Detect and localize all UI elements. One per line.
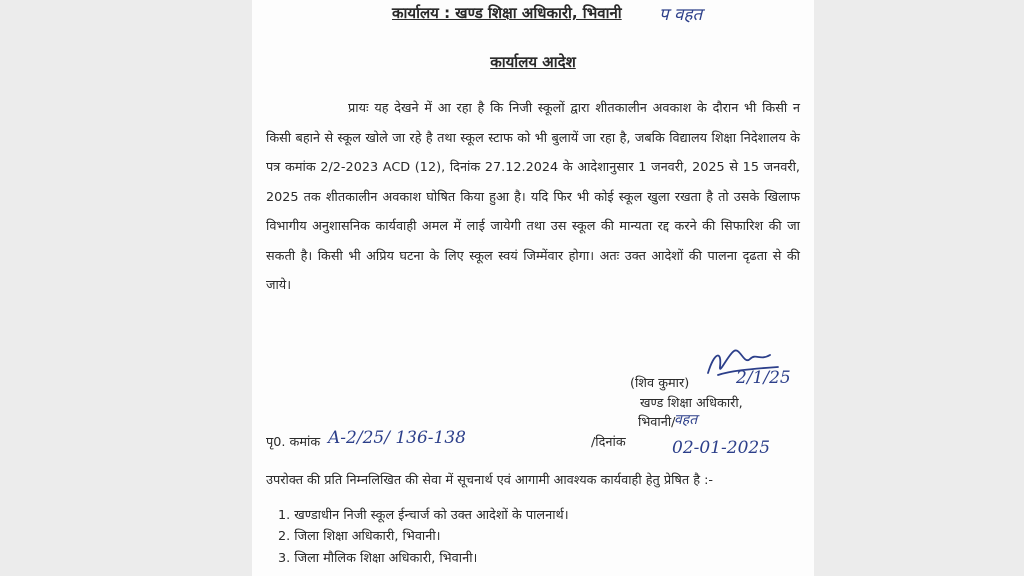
left-margin-bar	[0, 0, 252, 576]
dispatch-date-label: /दिनांक	[591, 435, 626, 450]
signature-handwritten-date: 2/1/25	[736, 368, 791, 388]
reference-label: पृ0. कमांक	[266, 435, 321, 450]
office-title-handwritten-note: प वहत	[659, 5, 703, 25]
dispatch-date-value: 02-01-2025	[672, 438, 771, 458]
order-document	[252, 0, 814, 576]
signatory-designation: खण्ड शिक्षा अधिकारी,	[640, 396, 743, 411]
signatory-place-handwritten: वहत	[674, 412, 698, 428]
recipient-item: 2. जिला शिक्षा अधिकारी, भिवानी।	[278, 529, 441, 544]
office-title: कार्यालय : खण्ड शिक्षा अधिकारी, भिवानी	[392, 4, 622, 22]
copy-forwarding-line: उपरोक्त की प्रति निम्नलिखित की सेवा में सूचनार्थ एवं आगामी आवश्यक कार्यवाही हेतु प्रेषित है :-	[266, 473, 714, 488]
recipient-item: 3. जिला मौलिक शिक्षा अधिकारी, भिवानी।	[278, 551, 478, 566]
right-margin-bar	[814, 0, 1024, 576]
recipient-item: 1. खण्डाधीन निजी स्कूल ईन्चार्ज को उक्त आदेशों के पालनार्थ।	[278, 508, 569, 523]
signatory-name: (शिव कुमार)	[630, 376, 690, 391]
signatory-place: भिवानी/	[638, 415, 676, 430]
order-body-paragraph: प्रायः यह देखने में आ रहा है कि निजी स्कूलों द्वारा शीतकालीन अवकाश के दौरान भी किसी न किसी बहाने से स्कूल खोले जा रहे है तथा स्कूल स्टाफ को भी बुलायें जा रहा है, जबकि विद्यालय शिक्षा निदेशालय के पत्र कमांक 2/2-2023 ACD (12), दिनांक 27.12.2024 के आदेशानुसार 1 जनवरी, 2025 से 15 जनवरी, 2025 तक शीतकालीन अवकाश घोषित किया हुआ है। यदि फिर भी कोई स्कूल खुला रखता है तो उसके खिलाफ विभागीय अनुशासनिक कार्यवाही अमल में लाई जायेगी तथा उस स्कूल की मान्यता रद्द करने की सिफारिश की जा सकती है। किसी भी अप्रिय घटना के लिए स्कूल स्वयं जिम्मेंवार होगा। अतः उक्त आदेशों की पालना दृढता से की जाये।	[266, 101, 800, 293]
reference-number: A-2/25/ 136-138	[328, 428, 466, 448]
order-heading: कार्यालय आदेश	[490, 53, 576, 71]
